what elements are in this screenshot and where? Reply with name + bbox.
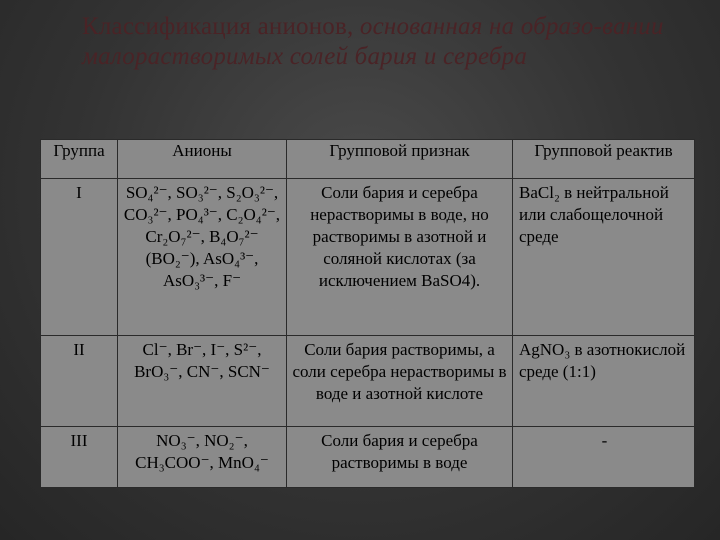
cell-sign	[287, 336, 513, 427]
cell-group	[41, 179, 118, 336]
cell-group-text: I	[76, 183, 82, 202]
cell-reagent	[513, 427, 695, 488]
header-reagent: Групповой реактив	[513, 140, 695, 179]
cell-sign-text: Соли бария и серебра нерастворимы в воде, но растворимы в азотной и соляной кислотах (за исключением BaSO4).	[310, 183, 489, 290]
cell-reagent-text: AgNO₃ в азотнокислой среде (1:1)	[519, 340, 686, 381]
cell-sign	[287, 427, 513, 488]
table-row	[41, 336, 695, 427]
header-anions: Анионы	[118, 140, 287, 179]
cell-group-text: III	[70, 431, 88, 450]
table-row	[41, 427, 695, 488]
cell-reagent-text: -	[601, 431, 608, 450]
anion-classification-table	[40, 139, 695, 488]
cell-anions	[118, 427, 287, 488]
cell-anions	[118, 179, 287, 336]
cell-group	[41, 336, 118, 427]
cell-anions-text: SO₄²⁻, SO₃²⁻, S₂O₃²⁻, CO₃²⁻, PO₄³⁻, C₂O₄²⁻, Cr₂O₇²⁻, B₄O₇²⁻ (BO₂⁻), AsO₄³⁻, AsO₃³⁻, F⁻	[123, 183, 281, 290]
cell-reagent	[513, 179, 695, 336]
cell-sign	[287, 179, 513, 336]
header-group: Группа	[41, 140, 118, 179]
cell-anions-text: NO₃⁻, NO₂⁻, CH₃COO⁻, MnO₄⁻	[135, 431, 269, 472]
cell-group-text: II	[73, 340, 85, 359]
cell-anions-text: Cl⁻, Br⁻, I⁻, S²⁻, BrO₃⁻, CN⁻, SCN⁻	[134, 340, 270, 381]
slide-title-part1: Классификация анионов,	[82, 13, 360, 40]
cell-sign-text: Соли бария и серебра растворимы в воде	[321, 431, 478, 472]
cell-group	[41, 427, 118, 488]
cell-sign-text: Соли бария растворимы, а соли серебра нерастворимы в воде и азотной кислоте	[292, 340, 507, 403]
slide-title-part2: основанная на образо-вании малорастворимых солей бария и серебра	[82, 13, 664, 70]
cell-reagent	[513, 336, 695, 427]
cell-reagent-text: BaCl₂ в нейтральной или слабощелочной среде	[519, 183, 669, 246]
cell-anions	[118, 336, 287, 427]
table-row	[41, 179, 695, 336]
header-sign: Групповой признак	[287, 140, 513, 179]
table-header-row	[41, 140, 695, 179]
slide-title	[82, 12, 682, 72]
